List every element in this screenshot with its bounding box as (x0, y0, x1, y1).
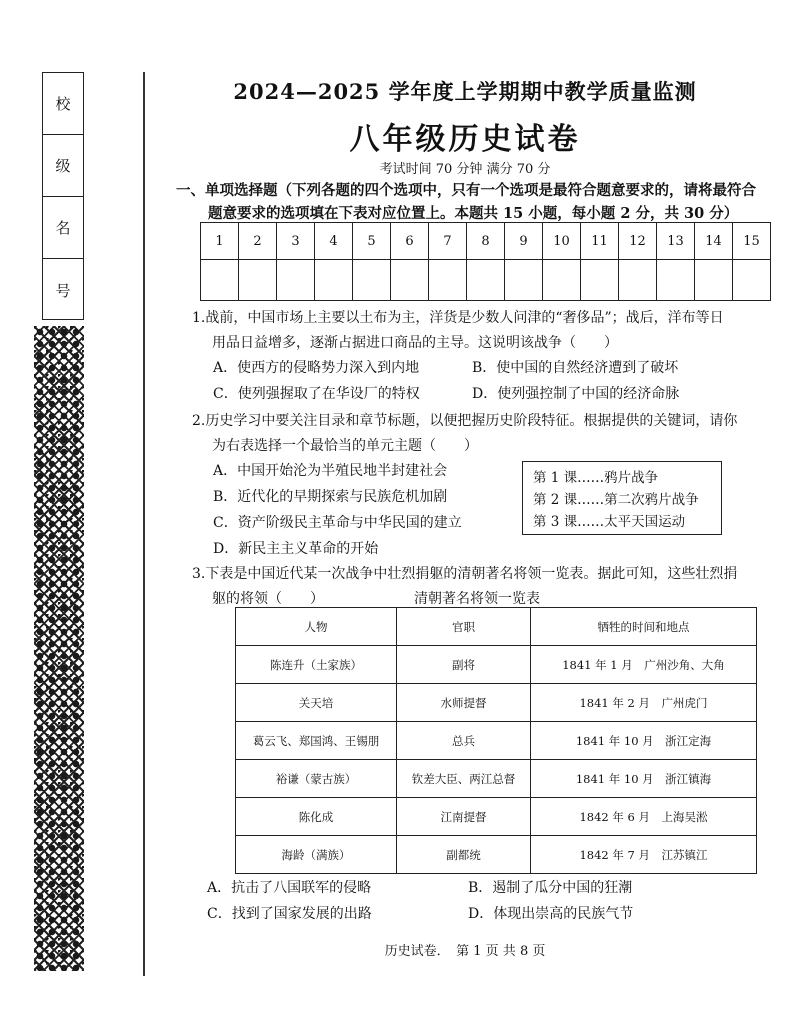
question-3-line-2-text: 躯的将领（ ） (212, 591, 324, 607)
answer-number: 5 (353, 223, 391, 260)
generals-table-title: 清朝著名将领一览表 (414, 591, 540, 607)
answer-cell[interactable] (201, 260, 239, 301)
question-2-stem (192, 409, 772, 459)
table-cell: 1841 年 1 月 广州沙角、大角 (531, 646, 757, 684)
student-info-box (42, 72, 84, 320)
table-cell: 水师提督 (397, 684, 531, 722)
question-2-line-2: 为右表选择一个最恰当的单元主题（ ） (212, 438, 478, 454)
info-label-name: 名 (43, 197, 83, 259)
chapter-keywords-box (522, 461, 722, 535)
section-instructions (176, 179, 766, 225)
table-header-cell: 人物 (236, 608, 397, 646)
table-cell: 海龄（满族） (236, 836, 397, 874)
table-cell: 江南提督 (397, 798, 531, 836)
answer-number: 12 (619, 223, 657, 260)
chapter-entry: 第 2 课……第二次鸦片战争 (533, 492, 699, 508)
answer-cell[interactable] (581, 260, 619, 301)
table-cell: 钦差大臣、两江总督 (397, 760, 531, 798)
question-1-stem (192, 306, 772, 356)
exam-title: 八年级历史试卷 (349, 122, 581, 157)
answer-table-blank-row (201, 260, 771, 301)
chapter-entry: 第 3 课……太平天国运动 (533, 514, 686, 530)
answer-number: 2 (239, 223, 277, 260)
question-3-option-d: D．体现出崇高的民族气节 (468, 906, 634, 922)
table-cell: 1841 年 2 月 广州虎门 (531, 684, 757, 722)
answer-number: 1 (201, 223, 239, 260)
table-cell: 1842 年 7 月 江苏镇江 (531, 836, 757, 874)
table-cell: 副将 (397, 646, 531, 684)
decorative-binding-pattern (34, 326, 84, 971)
question-3-option-c: C．找到了国家发展的出路 (207, 906, 372, 922)
answer-cell[interactable] (695, 260, 733, 301)
answer-cell[interactable] (657, 260, 695, 301)
answer-cell[interactable] (391, 260, 429, 301)
answer-table (200, 222, 771, 301)
answer-cell[interactable] (315, 260, 353, 301)
table-row (236, 646, 757, 684)
section-line-1: 一、单项选择题（下列各题的四个选项中，只有一个选项是最符合题意要求的，请将最符合 (176, 182, 756, 199)
question-2-option-c: C．资产阶级民主革命与中华民国的建立 (213, 515, 462, 531)
question-3-stem (192, 562, 772, 612)
answer-number: 15 (733, 223, 771, 260)
answer-number: 8 (467, 223, 505, 260)
question-3-option-b: B．遏制了瓜分中国的狂潮 (468, 880, 633, 896)
info-label-school: 校 (43, 73, 83, 135)
table-cell: 葛云飞、郑国鸿、王锡朋 (236, 722, 397, 760)
answer-number: 3 (277, 223, 315, 260)
table-cell: 副都统 (397, 836, 531, 874)
binding-line (143, 72, 145, 976)
answer-number: 6 (391, 223, 429, 260)
question-2-option-d: D．新民主主义革命的开始 (213, 541, 379, 557)
table-cell: 1841 年 10 月 浙江镇海 (531, 760, 757, 798)
question-1-option-a: A．使西方的侵略势力深入到内地 (213, 360, 420, 376)
answer-number: 9 (505, 223, 543, 260)
table-cell: 总兵 (397, 722, 531, 760)
answer-number: 7 (429, 223, 467, 260)
info-label-number: 号 (55, 281, 71, 300)
exam-meta: 考试时间 70 分钟 满分 70 分 (379, 162, 551, 177)
question-1-line-2: 用品日益增多，逐渐占据进口商品的主导。这说明该战争（ ） (212, 335, 618, 351)
table-cell: 关天培 (236, 684, 397, 722)
answer-number: 4 (315, 223, 353, 260)
table-row (236, 760, 757, 798)
answer-cell[interactable] (277, 260, 315, 301)
answer-cell[interactable] (619, 260, 657, 301)
question-1-option-d: D．使列强控制了中国的经济命脉 (472, 386, 680, 402)
section-line-2: 题意要求的选项填在下表对应位置上。本题共 15 小题，每小题 2 分，共 30 分） (208, 205, 739, 222)
table-header-row (236, 608, 757, 646)
page-footer: 历史试卷． 第 1 页 共 8 页 (384, 944, 546, 959)
question-2-option-a: A．中国开始沦为半殖民地半封建社会 (213, 463, 448, 479)
question-1-option-c: C．使列强握取了在华设厂的特权 (213, 386, 420, 402)
table-row (236, 836, 757, 874)
answer-number: 14 (695, 223, 733, 260)
generals-table (235, 607, 757, 874)
answer-cell[interactable] (429, 260, 467, 301)
table-row (236, 798, 757, 836)
answer-cell[interactable] (353, 260, 391, 301)
table-row (236, 722, 757, 760)
table-cell: 1841 年 10 月 浙江定海 (531, 722, 757, 760)
answer-cell[interactable] (543, 260, 581, 301)
table-cell: 1842 年 6 月 上海吴淞 (531, 798, 757, 836)
question-3-line-1: 3.下表是中国近代某一次战争中壮烈捐躯的清朝著名将领一览表。据此可知，这些壮烈捐 (192, 566, 738, 582)
answer-number: 10 (543, 223, 581, 260)
question-2-option-b: B．近代化的早期探索与民族危机加剧 (213, 489, 448, 505)
answer-cell[interactable] (467, 260, 505, 301)
answer-cell[interactable] (733, 260, 771, 301)
question-1-line-1: 1.战前，中国市场上主要以土布为主，洋货是少数人问津的“奢侈品”；战后，洋布等日 (192, 310, 724, 326)
table-header-cell: 牺牲的时间和地点 (531, 608, 757, 646)
question-2-line-1: 2.历史学习中要关注目录和章节标题，以便把握历史阶段特征。根据提供的关键词，请你 (192, 413, 738, 429)
exam-header: 2024—2025 学年度上学期期中教学质量监测 (233, 79, 697, 104)
answer-table-header-row (201, 223, 771, 260)
table-cell: 陈连升（土家族） (236, 646, 397, 684)
table-header-cell: 官职 (397, 608, 531, 646)
question-1-option-b: B．使中国的自然经济遭到了破坏 (472, 360, 679, 376)
table-row (236, 684, 757, 722)
table-cell: 陈化成 (236, 798, 397, 836)
answer-number: 11 (581, 223, 619, 260)
info-label-grade: 级 (43, 135, 83, 197)
answer-cell[interactable] (505, 260, 543, 301)
answer-cell[interactable] (239, 260, 277, 301)
chapter-entry: 第 1 课……鸦片战争 (533, 470, 659, 486)
table-cell: 裕谦（蒙古族） (236, 760, 397, 798)
question-3-option-a: A．抗击了八国联军的侵略 (207, 880, 372, 896)
answer-number: 13 (657, 223, 695, 260)
